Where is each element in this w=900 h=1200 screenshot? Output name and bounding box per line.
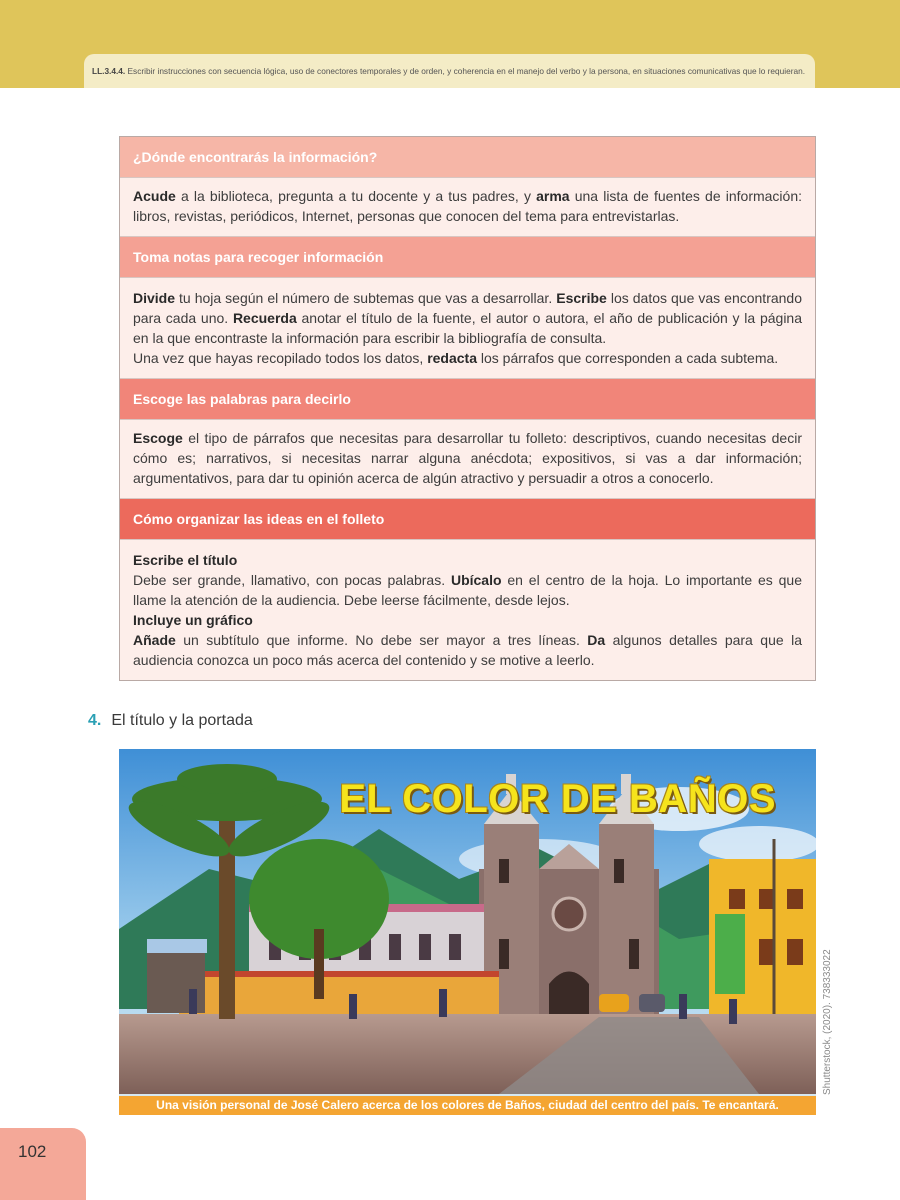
- page-number-tab: [0, 1128, 86, 1200]
- page-number: 102: [18, 1142, 47, 1161]
- poster-title: EL COLOR DE BAÑOS: [339, 777, 776, 821]
- section-body: Acude a la biblioteca, pregunta a tu docente y a tus padres, y arma una lista de fuentes de información: libros, revistas, periódicos, Internet, personas que conocen del tema para entrevistarlas.: [120, 177, 815, 237]
- skill-code: LL.3.4.4.: [92, 66, 126, 76]
- skill-header: [84, 54, 815, 88]
- subheading: Escribe el título: [133, 552, 238, 568]
- brochure-cover-image: [119, 749, 816, 1115]
- activity-item: [88, 712, 253, 730]
- section-heading: Cómo organizar las ideas en el folleto: [120, 499, 815, 539]
- section-heading: Escoge las palabras para decirlo: [120, 379, 815, 419]
- section-body: Divide tu hoja según el número de subtemas que vas a desarrollar. Escribe los datos que vas encontrando para cada uno. Recuerda anotar el título de la fuente, el autor o autora, el año de publicación y la página en la que encontraste la información para escribir la bibliografía de consulta. Una vez que hayas recopilado todos los datos, redacta los párrafos que corresponden a cada subtema.: [120, 277, 815, 379]
- writing-guide-table: [119, 136, 816, 681]
- section-heading: Toma notas para recoger información: [120, 237, 815, 277]
- subheading: Incluye un gráfico: [133, 612, 253, 628]
- skill-text: Escribir instrucciones con secuencia lógica, uso de conectores temporales y de orden, y coherencia en el manejo del verbo y la persona, en situaciones comunicativas que lo requieran.: [127, 66, 806, 76]
- section-body: Escoge el tipo de párrafos que necesitas para desarrollar tu folleto: descriptivos, cuando necesitas decir cómo es; narrativos, si necesitas narrar alguna anécdota; expositivos, si vas a dar información; argumentativos, para dar tu opinión acerca de algún atractivo y persuadir a otros a conocerlo.: [120, 419, 815, 499]
- section-body: Escribe el título Debe ser grande, llamativo, con pocas palabras. Ubícalo en el centro de la hoja. Lo importante es que llame la atención de la audiencia. Debe leerse fácilmente, desde lejos. Incluye un gráfico Añade un subtítulo que informe. No debe ser mayor a tres líneas. Da algunos detalles para que la audiencia conozca un poco más acerca del contenido y se motive a leerlo.: [120, 539, 815, 680]
- image-credit: Shutterstock, (2020). 738333022: [822, 949, 833, 1095]
- item-text: El título y la portada: [111, 712, 253, 729]
- item-number: 4.: [88, 712, 102, 729]
- poster-caption: Una visión personal de José Calero acerca de los colores de Baños, ciudad del centro del país. Te encantará.: [119, 1096, 816, 1115]
- section-heading: ¿Dónde encontrarás la información?: [120, 137, 815, 177]
